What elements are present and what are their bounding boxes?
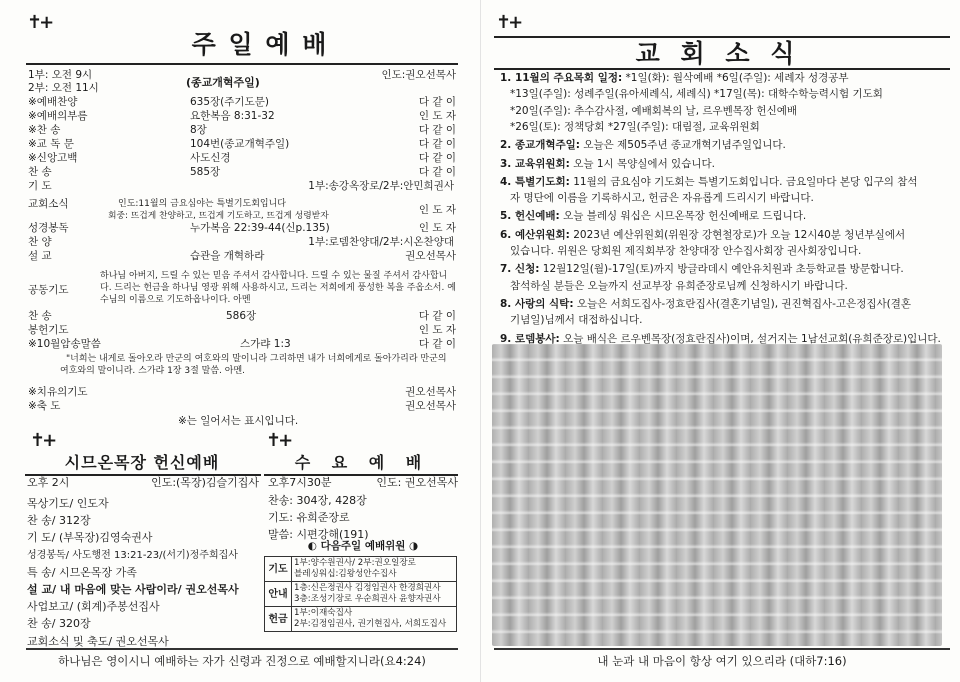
news-line: [500, 296, 950, 312]
order-content: 누가복음 22:39-44(신p.135): [190, 222, 330, 234]
news-line: [500, 156, 950, 172]
news-line: [500, 70, 950, 86]
news-line: [510, 278, 960, 294]
order-label: 성경봉독: [28, 222, 69, 234]
news-text: 있습니다. 위원은 당회원 제직회부장 찬양대장 안수집사회장 권사회장입니다.: [510, 245, 862, 257]
order-person: 다 같 이: [416, 96, 456, 109]
order-label: 찬 양: [28, 236, 52, 248]
wednesday-leader: 인도: 권오선목사: [376, 476, 458, 489]
news-text: 오늘 1시 목양실에서 있습니다.: [569, 157, 715, 170]
cross-icon: ✝+: [27, 12, 52, 33]
duty-line: 2부:김정임권사, 권기현집사, 서희도집사: [294, 619, 447, 629]
left-page: [0, 0, 475, 682]
order-person: 다 같 이: [416, 310, 456, 323]
duty-line: 1층:신은정권사 김정임권사 한경희권사: [294, 583, 441, 593]
next-week-heading: ◐ 다음주일 예배위원 ◑: [307, 540, 419, 552]
dedication-title: 시므온목장 헌신예배: [64, 453, 220, 472]
order-person: 권오선목사: [402, 250, 456, 263]
order-row: [28, 124, 456, 137]
news-line: [500, 261, 950, 277]
order-content-2: 회중: 뜨겁게 찬양하고, 뜨겁게 기도하고, 뜨겁게 성령받자: [108, 211, 329, 221]
prayer-label: 공동기도: [28, 284, 69, 296]
duty-cell: [292, 607, 457, 632]
order-row: [28, 310, 456, 323]
duty-line: 1부:이재숙집사: [294, 608, 353, 618]
news-line: [510, 190, 960, 206]
wednesday-title: 수 요 예 배: [294, 453, 430, 472]
duty-row: [265, 582, 457, 607]
order-label: 설 교: [28, 250, 52, 262]
order-content: 586장: [226, 310, 257, 322]
order-label: 기 도: [28, 180, 52, 192]
duty-line: 3층:조성기장로 우순희권사 윤향자권사: [294, 594, 441, 604]
news-line: [500, 227, 950, 243]
news-heading: 3. 교육위원회:: [500, 157, 570, 170]
news-line: [500, 208, 950, 224]
news-line: [510, 103, 960, 119]
news-text: 12월12일(월)-17일(토)까지 방글라데시 예안유치원과 초등학교를 방문합니다.: [539, 263, 904, 276]
order-person: 권오선목사: [402, 386, 456, 399]
order-row: [28, 250, 456, 263]
dedication-line: 찬 송/ 312장: [27, 514, 91, 528]
news-heading: 7. 신청:: [500, 263, 540, 276]
duty-cell: [292, 557, 457, 582]
order-row: [28, 386, 456, 399]
order-person: 다 같 이: [416, 152, 456, 165]
right-page: [488, 0, 960, 682]
order-label: ※치유의기도: [28, 386, 88, 398]
dedication-line: 기 도/ (부목장)김영숙권사: [27, 531, 153, 545]
dedication-line: 설 교/ 내 마음에 맞는 사람이라/ 권오선목사: [27, 583, 239, 596]
order-row: [28, 236, 456, 249]
duty-line: 1부:양수원권사/ 2부:권오일장로: [294, 558, 416, 568]
news-heading: 9. 로뎀봉사:: [500, 332, 560, 345]
standing-note: ※는 일어서는 표시입니다.: [178, 415, 299, 427]
news-text: *20일(주일): 추수감사절, 예배회복의 날, 르우벤목장 헌신예배: [510, 104, 797, 117]
order-content: 635장(주기도문): [190, 96, 269, 108]
order-content: 104번(종교개혁주일): [190, 138, 290, 150]
order-row: [28, 222, 456, 235]
order-row: [28, 110, 456, 123]
order-label: ※신앙고백: [28, 152, 78, 164]
order-content: 인도:11월의 금요심야는 특별기도회입니다: [118, 199, 287, 209]
order-person: 인 도 자: [416, 222, 456, 235]
dedication-time: 오후 2시 인도:(목장)김슬기집사: [27, 472, 259, 493]
news-title: 교 회 소 식: [635, 39, 801, 68]
news-heading: 5. 헌신예배:: [500, 210, 560, 223]
dedication-line: 사업보고/ (회계)주봉선집사: [27, 600, 160, 614]
order-row: [28, 198, 456, 221]
news-text: 기념일)님께서 대접하십니다.: [510, 314, 643, 327]
right-footer-verse: 내 눈과 내 마음이 항상 여기 있으리라 (대하7:16): [597, 654, 847, 668]
news-text: *26일(토): 정책당회 *27일(주일): 대림절, 교육위원회: [510, 120, 760, 133]
news-text: 11월의 금요심야 기도회는 특별기도회입니다. 금요일마다 본당 입구의 참석: [569, 175, 918, 188]
news-heading: 6. 예산위원회:: [500, 228, 570, 241]
order-content: 8장: [190, 124, 207, 136]
cross-icon: ✝+: [266, 430, 291, 451]
news-heading: 8. 사랑의 식탁:: [500, 297, 574, 310]
news-heading: 1. 11월의 주요목회 일정:: [500, 72, 623, 84]
title-rule: [26, 63, 458, 65]
wednesday-line: 찬송: 304장, 428장: [268, 494, 367, 507]
news-text: 2023년 예산위원회(위원장 강현철장로)가 오늘 12시40분 청년부실에서: [569, 228, 906, 241]
order-person: 다 같 이: [416, 124, 456, 137]
order-label: ※예배의부름: [28, 110, 88, 122]
news-text: 오늘은 제505주년 종교개혁기념주일입니다.: [580, 139, 786, 152]
duty-head: 헌금: [265, 607, 292, 632]
order-row: [28, 338, 456, 351]
dedication-line: 찬 송/ 320장: [27, 617, 91, 631]
order-content: 습관을 개혁하라: [190, 250, 265, 262]
order-person: 인 도 자: [416, 324, 456, 337]
order-label: 교회소식: [28, 198, 69, 210]
order-content: 1부:로뎀찬양대/2부:시온찬양대: [308, 236, 454, 248]
memory-verse: "너희는 내게로 돌아오라 만군의 여호와의 말이니라 그리하면 내가 너희에게로 돌아가리라 만군의 여호와의 말이니라. 스가랴 1장 3절 말씀. 아멘.: [60, 354, 447, 376]
wednesday-line: 말씀: 시편강해(191): [268, 528, 369, 541]
duty-head: 기도: [265, 557, 292, 582]
order-row: [28, 324, 456, 337]
cross-icon: ✝+: [496, 12, 521, 33]
news-text: 참석하실 분들은 오늘까지 선교부장 유희준장로님께 신청하시기 바랍니다.: [510, 279, 848, 292]
dedication-line: 성경봉독/ 사도행전 13:21-23/(서기)정주희집사: [27, 549, 238, 561]
order-row: [28, 138, 456, 151]
order-content: 요한복음 8:31-32: [190, 110, 275, 122]
order-label: ※찬 송: [28, 124, 61, 136]
news-text: 오늘 블레싱 워십은 시므온목장 헌신예배로 드립니다.: [559, 210, 807, 223]
wednesday-time: 오후7시30분 인도: 권오선목사: [268, 472, 458, 493]
news-heading: 2. 종교개혁주일:: [500, 139, 581, 152]
news-line: [510, 243, 960, 259]
order-row: [28, 152, 456, 165]
order-row: [28, 400, 456, 413]
duty-line: 블레싱워십:김왕성안수집사: [294, 569, 397, 579]
wednesday-line: 기도: 유희준장로: [268, 511, 350, 524]
news-text: *1일(화): 월삭예배 *6일(주일): 세례자 성경공부: [622, 72, 849, 84]
news-text: 자 명단에 이름을 기록하시고, 헌금은 자유롭게 드리시기 바랍니다.: [510, 192, 814, 205]
news-top-rule: [494, 36, 950, 38]
cross-icon: ✝+: [30, 430, 55, 451]
order-content: 585장: [190, 166, 221, 178]
duty-table: [264, 556, 457, 632]
worship-subtitle: (종교개혁주일): [186, 76, 260, 89]
service-time-2: 2부: 오전 11시 (종교개혁주일) 인도:권오선목사: [28, 69, 456, 94]
order-content: 1부:송강옥장로/2부:안민희권사: [308, 180, 454, 192]
dedication-line: 특 송/ 시므온목장 가족: [27, 565, 137, 579]
order-person: 다 같 이: [416, 138, 456, 151]
left-footer-verse: 하나님은 영이시니 예배하는 자가 신령과 진정으로 예배할지니라(요4:24): [58, 654, 426, 668]
dedication-leader: 인도:(목장)김슬기집사: [151, 476, 259, 489]
order-person: 권오선목사: [402, 400, 456, 413]
news-text: *13일(주일): 성례주일(유아세례식, 세례식) *17일(목): 대학수학능력시험 기도회: [510, 88, 883, 101]
order-label: 봉헌기도: [28, 324, 69, 336]
order-label: 찬 송: [28, 310, 52, 322]
order-row: [28, 180, 456, 193]
order-label: 찬 송: [28, 166, 52, 178]
order-label: ※10월암송말씀: [28, 338, 101, 350]
duty-head: 안내: [265, 582, 292, 607]
news-line: [500, 174, 950, 190]
order-label: ※교 독 문: [28, 138, 74, 150]
worship-title: 주 일 예 배: [191, 30, 329, 59]
order-person: 다 같 이: [416, 338, 456, 351]
news-line: [510, 86, 960, 102]
news-text: 오늘 배식은 르우벤목장(정효란집사)이며, 설거지는 1남선교회(유희준장로)입니다.: [559, 332, 941, 345]
order-label: ※예배찬양: [28, 96, 78, 108]
blurred-content: [492, 344, 942, 646]
news-line: [510, 312, 960, 328]
dedication-line: 교회소식 및 축도/ 권오선목사: [27, 634, 169, 648]
news-text: 오늘은 서희도집사-정효란집사(결혼기념일), 권진혁집사-고은정집사(결혼: [573, 297, 912, 310]
order-content: 스가랴 1:3: [240, 338, 291, 350]
news-line: [500, 137, 950, 153]
order-person: 인 도 자: [416, 204, 456, 217]
order-row: [28, 166, 456, 179]
right-footer-rule: [494, 648, 950, 650]
duty-row: [265, 557, 457, 582]
news-line: [510, 119, 960, 135]
page-fold: [480, 0, 481, 682]
dedication-line: 목상기도/ 인도자: [27, 497, 109, 510]
news-heading: 4. 특별기도회:: [500, 175, 570, 188]
order-person: 다 같 이: [416, 166, 456, 179]
duty-cell: [292, 582, 457, 607]
order-row: [28, 96, 456, 109]
duty-row: [265, 607, 457, 632]
prayer-text: 하나님 아버지, 드릴 수 있는 믿음 주셔서 감사합니다. 드릴 수 있는 물질 주셔서 감사합니다. 드리는 헌금을 하나님 영광 위해 사용하시고, 드리는 저희에게 풍성한 복을 주옵소서. 예수님의 이름으로 기도하옵나이다. 아멘: [100, 271, 456, 305]
order-label: ※축 도: [28, 400, 61, 412]
worship-leader: 인도:권오선목사: [381, 69, 456, 81]
service-time-1: 1부: 오전 9시: [28, 69, 93, 81]
footer-rule: [26, 648, 458, 650]
order-person: 인 도 자: [416, 110, 456, 123]
order-content: 사도신경: [190, 152, 231, 164]
